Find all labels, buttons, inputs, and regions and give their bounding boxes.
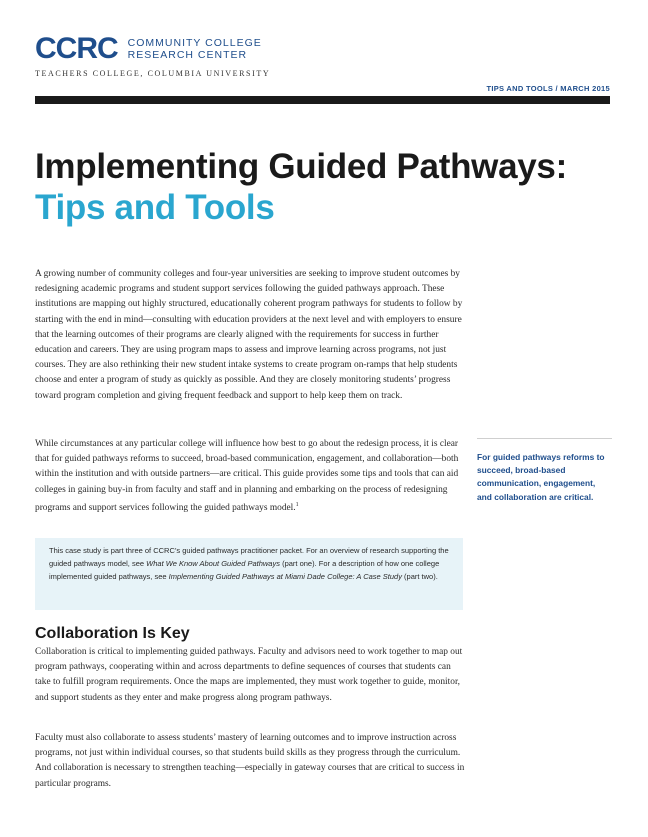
section-heading: Collaboration Is Key xyxy=(35,625,190,642)
affiliation: TEACHERS COLLEGE, COLUMBIA UNIVERSITY xyxy=(35,69,271,78)
intro-paragraph: A growing number of community colleges and four-year universities are seeking to improve student outcomes by redesigning academic programs and student support services following the guided pathways approach. These institutions are mapping out highly structured, educationally coherent program pathways for students to follow by starting with the end in mind—consulting with education providers at the next level and with employers to ensure that the learning outcomes of their programs are clearly aligned with the requirements for success in further education and careers. They are using program maps to assess and improve learning across programs, not just courses. They are also rethinking their new student intake systems to create program on-ramps that help students choose and enter a program of study as quickly as possible. And they are closely monitoring students’ progress toward program completion and giving frequent feedback and support to help keep them on track. xyxy=(35,269,463,401)
series-note xyxy=(35,538,463,610)
header-rule xyxy=(35,96,610,104)
section-paragraph-1: Collaboration is critical to implementing guided pathways. Faculty and advisors need to work together to map out program pathways, cooperating within and across departments to define sequences of courses that students can take to fulfill program requirements. Once the maps are implemented, they must work together to guide, monitor, and support students as they enter and make progress along program pathways. xyxy=(35,647,463,703)
title-main: Implementing Guided Pathways: xyxy=(35,147,567,186)
footnote-ref[interactable]: 1 xyxy=(295,501,299,508)
note-text-3: (part two). xyxy=(401,571,438,581)
logo-subtitle xyxy=(128,37,262,61)
section-paragraph-2: Faculty must also collaborate to assess students’ mastery of learning outcomes and to improve instruction across programs, not just within individual courses, so that students build skills as they progress through the curriculum. And collaboration is necessary to strengthen teaching—especially in gateway courses that are critical to success in particular programs. xyxy=(35,733,465,789)
page-title xyxy=(35,146,595,228)
title-accent: Tips and Tools xyxy=(35,188,275,227)
context-paragraph xyxy=(35,437,463,516)
logo-line-1: COMMUNITY COLLEGE xyxy=(127,37,262,49)
logo-line-2: RESEARCH CENTER xyxy=(127,49,248,61)
note-ref-2: Implementing Guided Pathways at Miami Dade College: A Case Study xyxy=(168,571,402,581)
logo-mark: CCRC xyxy=(35,32,118,65)
ccrc-logo xyxy=(35,34,262,64)
note-ref-1: What We Know About Guided Pathways xyxy=(146,558,280,568)
context-text: While circumstances at any particular college will influence how best to go about the redesign process, it is clear that for guided pathways reforms to succeed, broad-based communication, engagement, and collaboration—both within the institution and with outside partners—are critical. This guide provides some tips and tools that can aid colleges in gaining buy-in from faculty and staff and in planning and embarking on the process of redesigning programs and support services following the guided pathways model. xyxy=(35,439,459,513)
pull-quote: For guided pathways reforms to succeed, broad-based communication, engagement, and collaboration are critical. xyxy=(477,438,612,504)
note-text-1: This case study is part three of CCRC’s guided pathways practitioner packet. For an overview of research supporting the guided pathways model, see xyxy=(49,546,449,568)
issue-label: TIPS AND TOOLS / MARCH 2015 xyxy=(486,84,610,93)
note-text-2: (part one). For a description of how one college implemented guided pathways, see xyxy=(49,558,440,581)
